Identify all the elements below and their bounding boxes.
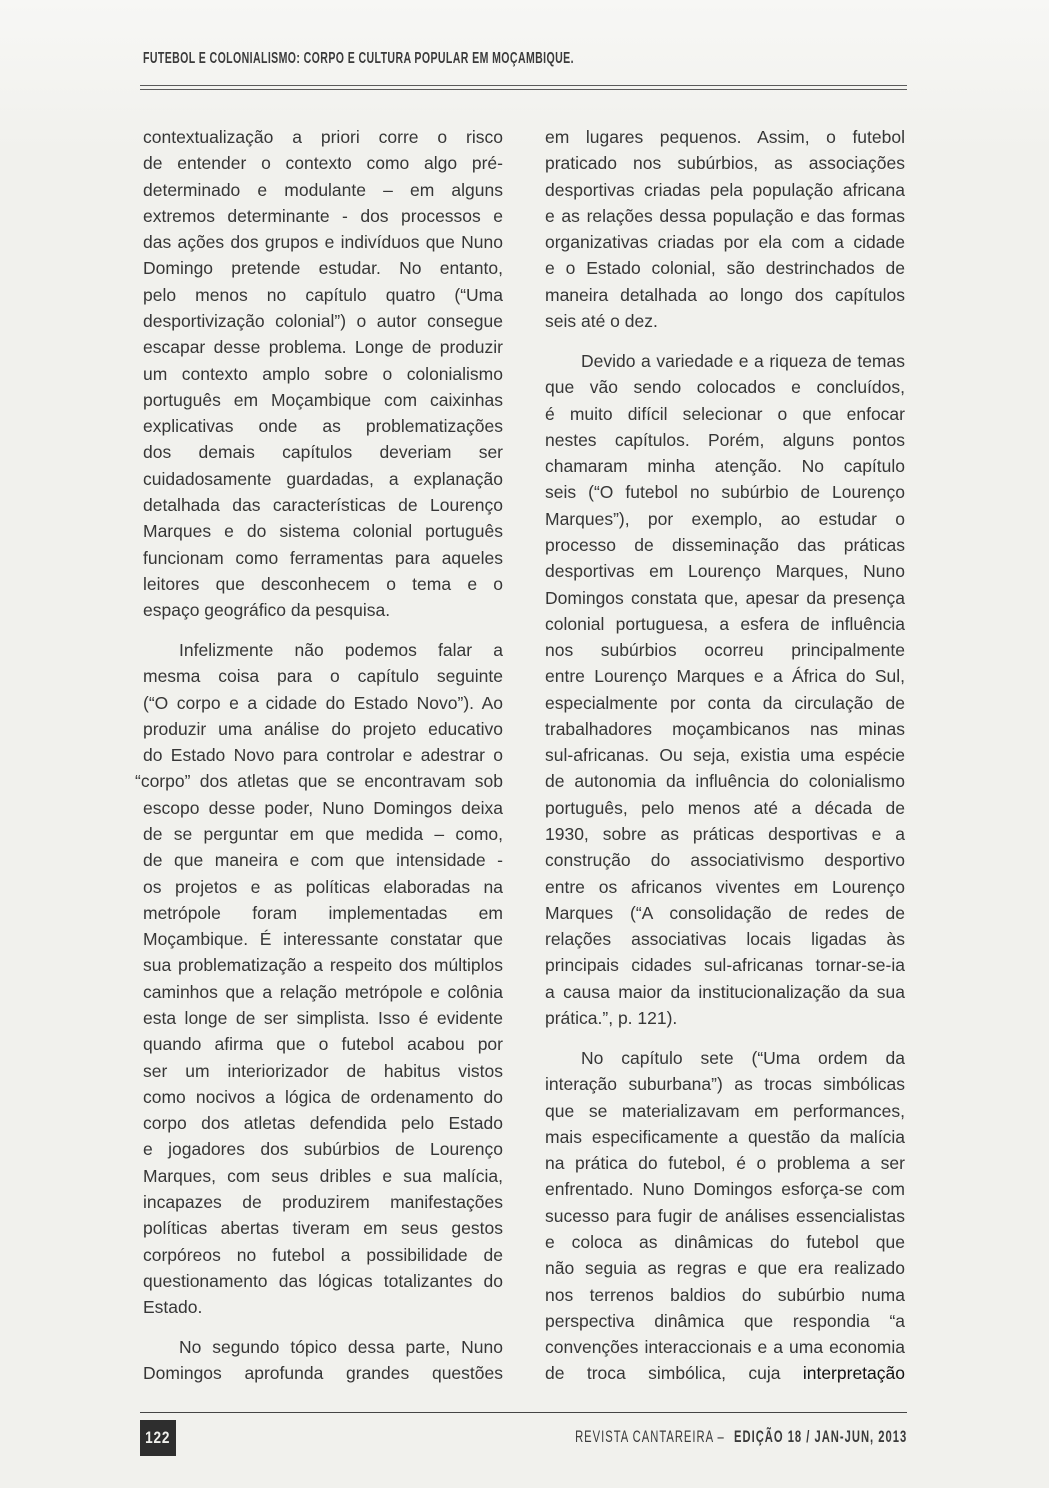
text-line: que vão sendo colocados e concluídos,	[545, 377, 905, 398]
text-line: organizativas criadas por ela com a cidade	[545, 232, 905, 253]
text-line: explicativas onde as problematizações	[143, 416, 503, 437]
text-line: seis até o dez.	[545, 310, 658, 331]
text-line: Estado.	[143, 1297, 203, 1318]
text-line: entre os africanos viventes em Lourenço	[545, 876, 905, 897]
text-line: principais cidades sul-africanas tornar-se-ia	[545, 955, 905, 976]
text-line: No segundo tópico dessa parte, Nuno	[179, 1337, 503, 1358]
text-line: (“O corpo e a cidade do Estado Novo”). Ao	[143, 692, 503, 713]
text-line: 1930, sobre as práticas desportivas e a	[545, 824, 905, 845]
text-line: os projetos e as políticas elaboradas na	[143, 876, 503, 897]
text-line: funcionam como ferramentas para aqueles	[143, 547, 503, 568]
text-line: Domingos aprofunda grandes questões	[143, 1363, 503, 1384]
text-line: incapazes de produzirem manifestações	[143, 1191, 503, 1212]
text-line: de se perguntar em que medida – como,	[143, 824, 503, 845]
text-line	[545, 1360, 905, 1386]
text-line: e jogadores dos subúrbios de Lourenço	[143, 1139, 503, 1160]
text-line: de que maneira e com que intensidade -	[143, 850, 503, 871]
text-line: na prática do futebol, é o problema a ser	[545, 1153, 905, 1174]
text-line: políticas abertas tiveram em seus gestos	[143, 1218, 503, 1239]
footer-journal-info	[575, 1428, 907, 1446]
text-line: nos subúrbios ocorreu principalmente	[545, 640, 905, 661]
text-line: e o Estado colonial, são destrinchados de	[545, 258, 905, 279]
paragraph	[545, 348, 905, 1031]
header-rule-bottom	[140, 89, 907, 90]
text-line: escapar desse problema. Longe de produzir	[143, 337, 503, 358]
text-line: desportivas em Lourenço Marques, Nuno	[545, 561, 905, 582]
paragraph	[545, 124, 905, 334]
text-line: metrópole foram implementadas em	[143, 902, 503, 923]
text-line: um contexto amplo sobre o colonialismo	[143, 363, 503, 384]
text-line: português, pelo menos até a década de	[545, 797, 905, 818]
text-line: maneira detalhada ao longo dos capítulos	[545, 284, 905, 305]
text-line: entre Lourenço Marques e a África do Sul,	[545, 666, 905, 687]
text-line: pelo menos no capítulo quatro (“Uma	[143, 284, 503, 305]
text-line: corpo dos atletas defendida pelo Estado	[143, 1113, 503, 1134]
text-line: No capítulo sete (“Uma ordem da	[581, 1048, 905, 1068]
text-line: praticado nos subúrbios, as associações	[545, 153, 905, 174]
text-line: colonial portuguesa, a esfera de influência	[545, 613, 905, 634]
text-line: das ações dos grupos e indivíduos que Nuno	[143, 232, 503, 253]
text-line: perspectiva dinâmica que respondia “a	[545, 1310, 905, 1331]
text-line: interação suburbana”) as trocas simbólicas	[545, 1074, 905, 1095]
text-line: contextualização a priori corre o risco	[143, 127, 503, 147]
text-line: espaço geográfico da pesquisa.	[143, 600, 391, 621]
text-line: e as relações dessa população e das formas	[545, 205, 905, 226]
text-line: prática.”, p. 121).	[545, 1008, 678, 1028]
text-line: relações associativas locais ligadas às	[545, 929, 905, 950]
text-line: Marques, com seus dribles e sua malícia,	[143, 1165, 503, 1186]
text-line: dos demais capítulos deveriam ser	[143, 442, 503, 463]
text-line: mais especificamente a questão da malícia	[545, 1126, 905, 1147]
text-line: Marques (“A consolidação de redes de	[545, 902, 905, 923]
text-column-left	[135, 124, 503, 1387]
text-line: nos terrenos baldios do subúrbio numa	[545, 1284, 905, 1305]
text-line: a causa maior da institucionalização da sua	[545, 981, 905, 1002]
highlighted-word: interpretação	[802, 1363, 905, 1384]
text-line: de autonomia da influência do colonialismo	[545, 771, 905, 792]
text-line: especialmente por conta da circulação de	[545, 692, 905, 713]
text-line: processo de disseminação das práticas	[545, 534, 905, 555]
text-line: Domingos constata que, apesar da presença	[545, 587, 905, 608]
text-line: Devido a variedade e a riqueza de temas	[581, 350, 905, 371]
text-line: questionamento das lógicas totalizantes do	[143, 1270, 503, 1291]
header-rule-top	[140, 85, 907, 86]
page-number: 122	[145, 1428, 171, 1447]
text-line: convenções interaccionais e a uma economia	[545, 1337, 905, 1358]
text-line: do Estado Novo para controlar e adestrar o	[143, 745, 503, 766]
text-line: desportivas criadas pela população africana	[545, 179, 905, 200]
text-line: esta longe de ser simplista. Isso é evidente	[143, 1008, 503, 1028]
text-line: chamaram minha atenção. No capítulo	[545, 456, 905, 477]
text-line: sul-africanas. Ou seja, existia uma espécie	[545, 745, 905, 766]
text-line: seis (“O futebol no subúrbio de Lourenço	[545, 482, 905, 503]
text-segment: de troca simbólica, cuja	[545, 1363, 803, 1384]
running-head	[143, 50, 796, 68]
text-line: Infelizmente não podemos falar a	[179, 640, 503, 661]
issue-info: EDIÇÃO 18 / JAN-JUN, 2013	[733, 1427, 907, 1446]
text-line: detalhada das características de Lourenço	[143, 494, 503, 515]
text-line: trabalhadores moçambicanos nas minas	[545, 718, 905, 739]
text-line: escopo desse poder, Nuno Domingos deixa	[143, 797, 503, 818]
text-line: Marques e do sistema colonial português	[143, 521, 503, 542]
text-line: Domingo pretende estudar. No entanto,	[143, 258, 503, 279]
paragraph	[143, 124, 503, 623]
text-line: leitores que desconhecem o tema e o	[143, 573, 503, 594]
text-line: português em Moçambique com caixinhas	[143, 389, 503, 410]
text-line: que se materializavam em performances,	[545, 1100, 905, 1121]
text-line: caminhos que a relação metrópole e colônia	[143, 981, 503, 1002]
text-line: e coloca as dinâmicas do futebol que	[545, 1231, 905, 1252]
paragraph	[545, 1045, 905, 1387]
text-line: mesma coisa para o capítulo seguinte	[143, 666, 503, 687]
page-number-badge	[140, 1420, 176, 1456]
journal-name: REVISTA CANTAREIRA –	[574, 1427, 725, 1446]
text-column-right	[545, 124, 905, 1387]
text-line: nestes capítulos. Porém, alguns pontos	[545, 429, 905, 450]
text-line: como nocivos a lógica de ordenamento do	[143, 1086, 503, 1107]
text-line: é muito difícil selecionar o que enfocar	[545, 403, 905, 424]
text-line: sua problematização a respeito dos múltiplos	[143, 955, 503, 976]
text-line: quando afirma que o futebol acabou por	[143, 1034, 503, 1055]
text-line: Moçambique. É interessante constatar que	[143, 929, 503, 950]
text-line: de entender o contexto como algo pré-	[143, 153, 503, 174]
text-line: corpóreos no futebol a possibilidade de	[143, 1244, 503, 1265]
text-line: desportivização colonial”) o autor consegue	[143, 310, 503, 331]
text-line: determinado e modulante – em alguns	[143, 179, 503, 200]
text-line: construção do associativismo desportivo	[545, 850, 905, 871]
text-line: cuidadosamente guardadas, a explanação	[143, 468, 503, 489]
text-line: produzir uma análise do projeto educativo	[143, 718, 503, 739]
text-line: em lugares pequenos. Assim, o futebol	[545, 127, 905, 147]
paragraph	[143, 1334, 503, 1387]
text-line: enfrentado. Nuno Domingos esforça-se com	[545, 1179, 905, 1200]
text-line: não seguia as regras e que era realizado	[545, 1258, 905, 1279]
footer-rule	[140, 1412, 907, 1413]
text-line: sucesso para fugir de análises essencialistas	[545, 1205, 905, 1226]
text-line: “corpo” dos atletas que se encontravam sob	[135, 771, 503, 792]
text-line: extremos determinante - dos processos e	[143, 205, 503, 226]
text-line: ser um interiorizador de habitus vistos	[143, 1060, 503, 1081]
running-title: FUTEBOL E COLONIALISMO: CORPO E CULTURA POPULAR EM MOÇAMBIQUE.	[143, 50, 574, 67]
text-line: Marques”), por exemplo, ao estudar o	[545, 508, 905, 529]
paragraph	[135, 637, 503, 1320]
